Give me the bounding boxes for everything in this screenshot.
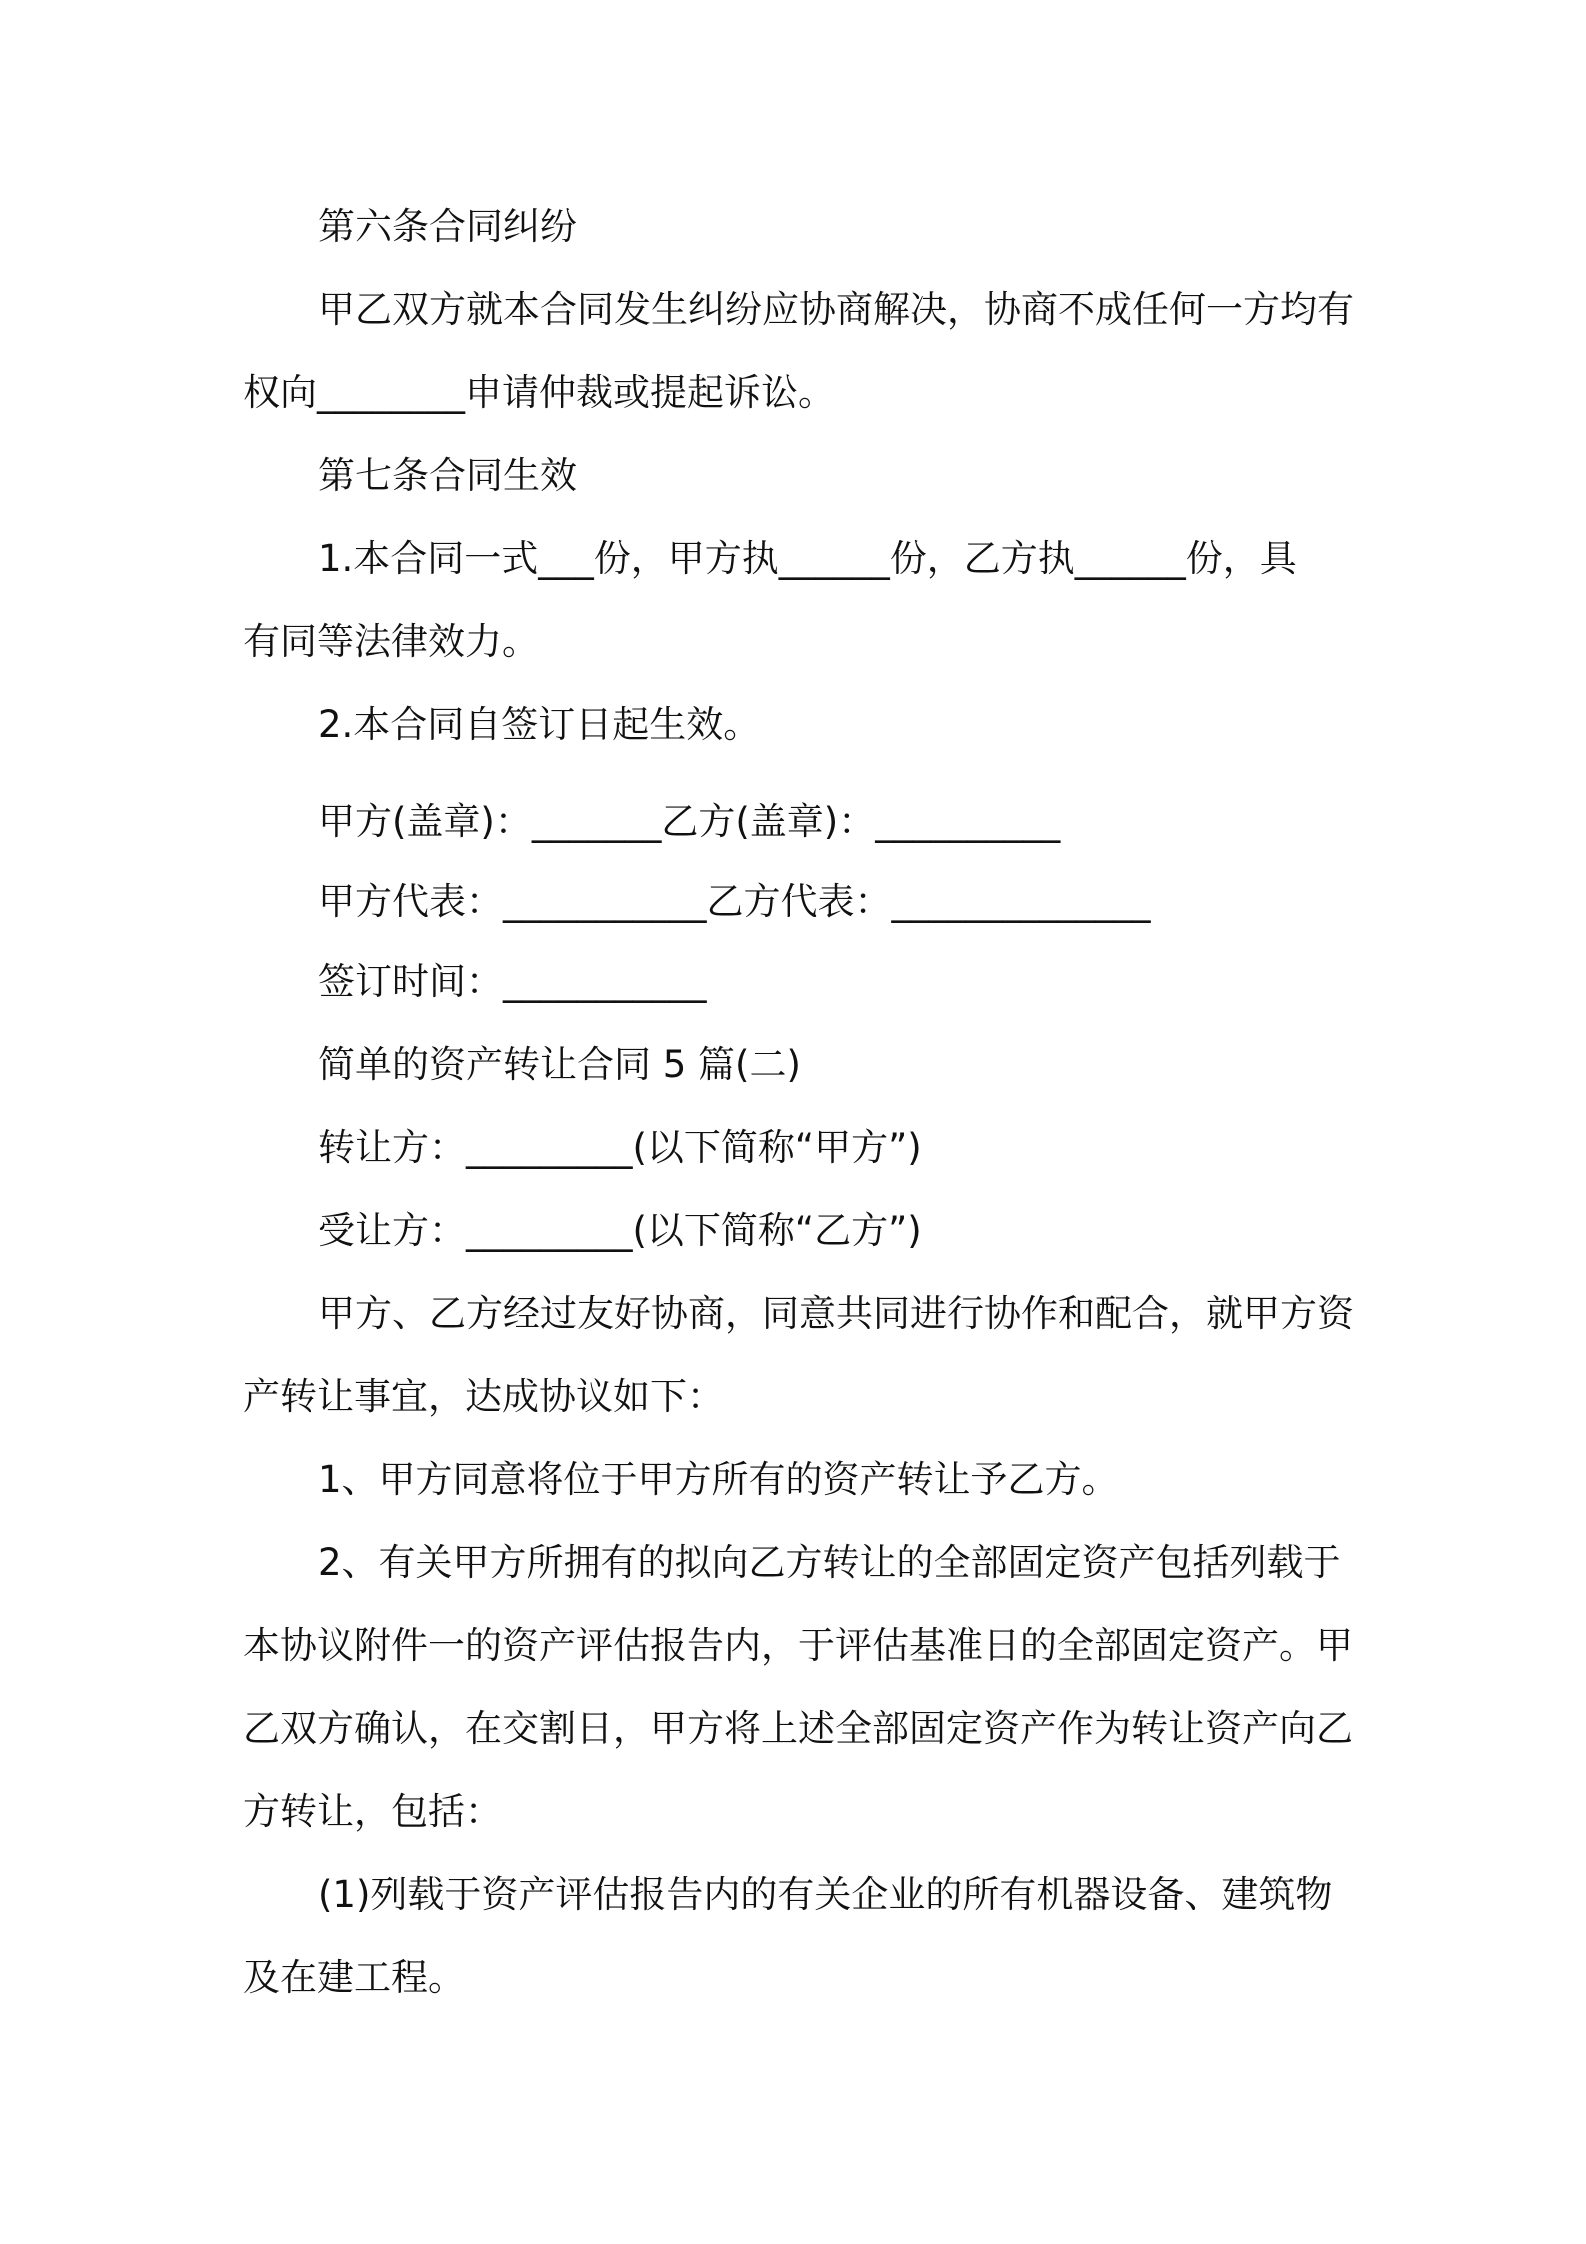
paragraph-line: 方转让，包括： [243,1790,502,1833]
document-title: 简单的资产转让合同 5 篇(二) [318,1043,801,1086]
section-heading-disputes: 第六条合同纠纷 [318,205,577,248]
paragraph-line: 权向________申请仲裁或提起诉讼。 [243,371,835,414]
paragraph-line: 2.本合同自签订日起生效。 [318,703,761,746]
clause-item: 2、有关甲方所拥有的拟向乙方转让的全部固定资产包括列载于 [318,1541,1341,1584]
paragraph-line: 产转让事宜，达成协议如下： [243,1375,724,1418]
party-transferor-line: 转让方：_________(以下简称“甲方”) [318,1126,922,1169]
paragraph-line: 乙双方确认，在交割日，甲方将上述全部固定资产作为转让资产向乙 [243,1707,1353,1750]
signature-line-representative: 甲方代表：___________乙方代表：______________ [318,880,1151,923]
party-transferee-line: 受让方：_________(以下简称“乙方”) [318,1209,922,1252]
clause-subitem: (1)列载于资产评估报告内的有关企业的所有机器设备、建筑物 [318,1873,1333,1916]
paragraph-line: 甲乙双方就本合同发生纠纷应协商解决，协商不成任何一方均有 [318,288,1354,331]
clause-item: 1、甲方同意将位于甲方所有的资产转让予乙方。 [318,1458,1119,1501]
paragraph-line: 有同等法律效力。 [243,620,539,663]
paragraph-line: 及在建工程。 [243,1956,465,1999]
paragraph-line: 甲方、乙方经过友好协商，同意共同进行协作和配合，就甲方资 [318,1292,1354,1335]
signature-line-date: 签订时间：___________ [318,960,707,1003]
paragraph-line: 本协议附件一的资产评估报告内，于评估基准日的全部固定资产。甲 [243,1624,1353,1667]
section-heading-effect: 第七条合同生效 [318,454,577,497]
paragraph-line: 1.本合同一式___份，甲方执______份，乙方执______份，具 [318,537,1297,580]
signature-line-seal: 甲方(盖章)：_______乙方(盖章)：__________ [318,800,1061,843]
